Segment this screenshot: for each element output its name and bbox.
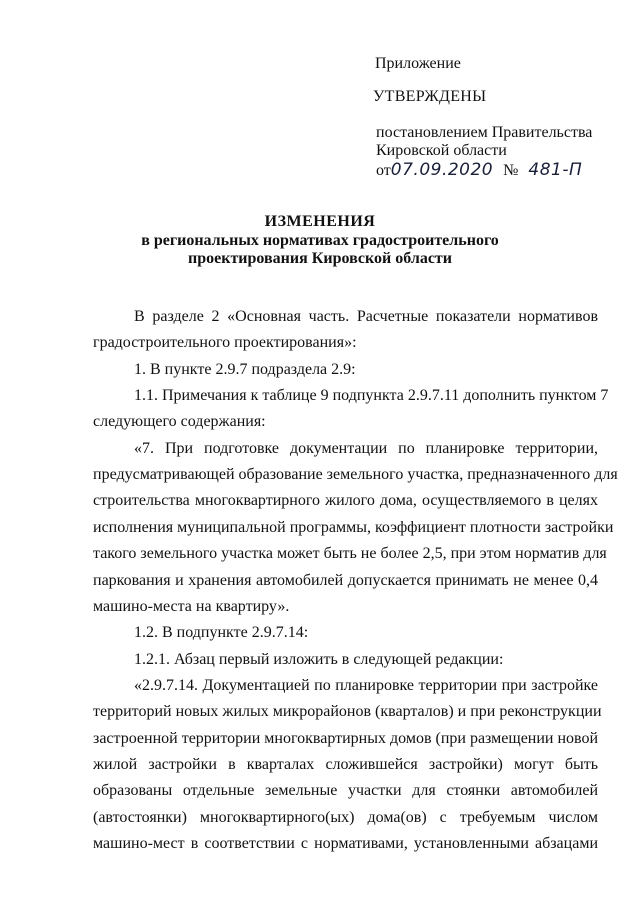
- appendix-label: Приложение: [375, 55, 461, 72]
- body-line: жилой застройки в кварталах сложившейся застройки) могут быть: [93, 755, 598, 773]
- body-line: (автостоянки) многоквартирного(ых) дома(ов) с требуемым числом: [93, 808, 598, 826]
- body-line: В разделе 2 «Основная часть. Расчетные показатели нормативов: [134, 308, 598, 325]
- body-line: машино-места на квартиру».: [93, 597, 290, 615]
- body-line: градостроительного проектирования»:: [93, 334, 357, 352]
- body-line: такого земельного участка может быть не более 2,5, при этом норматив для: [93, 545, 607, 563]
- approved-label: УТВЕРЖДЕНЫ: [373, 88, 487, 105]
- body-line: исполнения муниципальной программы, коэффициент плотности застройки: [93, 518, 614, 536]
- body-line: застроенной территории многоквартирных домов (при размещении новой: [93, 729, 599, 747]
- handwritten-number: 481-П: [528, 160, 583, 180]
- body-line: машино-мест в соответствии с нормативами, установленными абзацами: [93, 835, 598, 852]
- body-line: строительства многоквартирного жилого дома, осуществляемого в целях: [93, 492, 598, 510]
- body-line: предусматривающей образование земельного участка, предназначенного для: [93, 466, 618, 484]
- body-line: 1.2.1. Абзац первый изложить в следующей редакции:: [134, 650, 504, 668]
- number-sign: №: [503, 162, 519, 179]
- decree-date-number: [376, 160, 582, 180]
- body-line: территорий новых жилых микрорайонов (кварталов) и при реконструкции: [93, 703, 602, 721]
- handwritten-date: 07.09.2020: [390, 160, 494, 180]
- document-subtitle-line-1: в региональных нормативах градостроительного: [141, 232, 499, 249]
- body-line: образованы отдельные земельные участки для стоянки автомобилей: [93, 782, 598, 800]
- body-line: 1.2. В подпункте 2.9.7.14:: [134, 624, 309, 642]
- body-line: «7. При подготовке документации по планировке территории,: [134, 439, 598, 457]
- body-line: 1.1. Примечания к таблице 9 подпункта 2.9.7.11 дополнить пунктом 7: [134, 387, 609, 405]
- document-subtitle-line-2: проектирования Кировской области: [188, 250, 452, 267]
- body-line: «2.9.7.14. Документацией по планировке территории при застройке: [134, 676, 598, 694]
- body-line: паркования и хранения автомобилей допускается принимать не менее 0,4: [93, 571, 598, 589]
- body-line: 1. В пункте 2.9.7 подраздела 2.9:: [134, 360, 356, 378]
- document-title: ИЗМЕНЕНИЯ: [264, 213, 376, 230]
- decree-line-1: постановлением Правительства: [376, 124, 593, 141]
- from-prefix: от: [376, 162, 391, 179]
- decree-line-2: Кировской области: [376, 142, 507, 159]
- body-line: следующего содержания:: [93, 413, 266, 431]
